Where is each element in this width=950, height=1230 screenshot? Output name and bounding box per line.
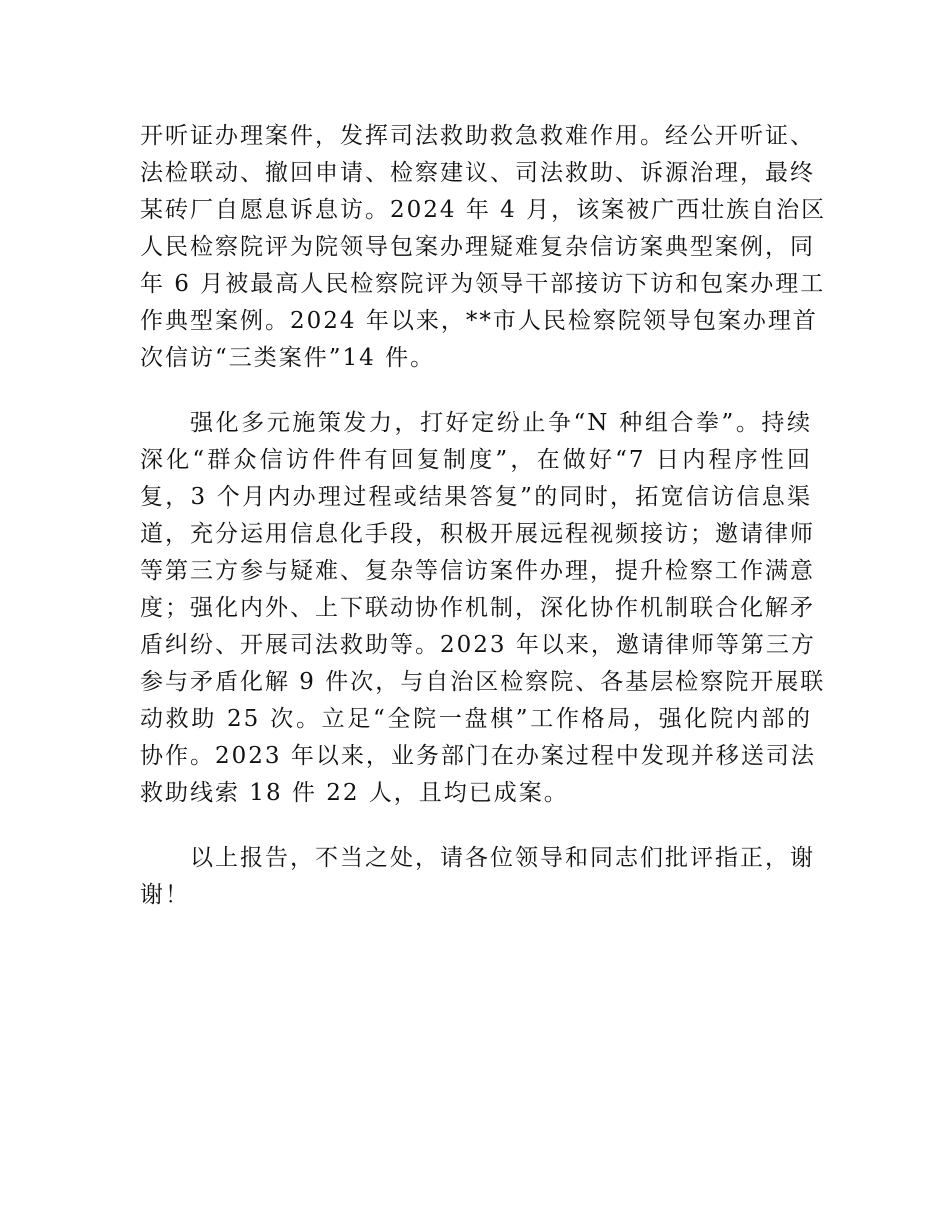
paragraph-multi-measures xyxy=(140,405,826,812)
paragraph-line: 人民检察院评为院领导包案办理疑难复杂信访案典型案例，同 xyxy=(140,234,815,260)
paragraph-spacer xyxy=(140,377,812,405)
paragraph-line: 深化“群众信访件件有回复制度”，在做好“7 日内程序性回 xyxy=(140,447,812,473)
paragraph-line: 以上报告，不当之处，请各位领导和同志们批评指正，谢 xyxy=(190,845,815,871)
paragraph-line: 复，3 个月内办理过程或结果答复”的同时，拓宽信访信息渠 xyxy=(140,484,812,510)
paragraph-line: 次信访“三类案件”14 件。 xyxy=(140,345,436,371)
paragraph-line: 年 6 月被最高人民检察院评为领导干部接访下访和包案办理工 xyxy=(140,271,826,297)
paragraph-line: 作典型案例。2024 年以来，**市人民检察院领导包案办理首 xyxy=(140,308,818,334)
paragraph-line: 谢！ xyxy=(140,882,190,908)
paragraph-line: 某砖厂自愿息诉息访。2024 年 4 月，该案被广西壮族自治区 xyxy=(140,197,827,223)
paragraph-spacer xyxy=(140,812,812,840)
paragraph-line: 盾纠纷、开展司法救助等。2023 年以来，邀请律师等第三方 xyxy=(140,632,816,658)
document-body xyxy=(140,118,827,914)
paragraph-line: 等第三方参与疑难、复杂等信访案件办理，提升检察工作满意 xyxy=(140,558,815,584)
paragraph-line: 开听证办理案件，发挥司法救助救急救难作用。经公开听证、 xyxy=(140,123,815,149)
paragraph-line: 动救助 25 次。立足“全院一盘棋”工作格局，强化院内部的 xyxy=(140,706,812,732)
paragraph-line: 协作。2023 年以来，业务部门在办案过程中发现并移送司法 xyxy=(140,743,816,769)
paragraph-line: 度；强化内外、上下联动协作机制，深化协作机制联合化解矛 xyxy=(140,595,815,621)
paragraph-line: 法检联动、撤回申请、检察建议、司法救助、诉源治理，最终 xyxy=(140,160,815,186)
paragraph-case-result xyxy=(140,118,827,377)
paragraph-line: 道，充分运用信息化手段，积极开展远程视频接访；邀请律师 xyxy=(140,521,815,547)
paragraph-line: 救助线索 18 件 22 人，且均已成案。 xyxy=(140,780,569,806)
paragraph-line: 参与矛盾化解 9 件次，与自治区检察院、各基层检察院开展联 xyxy=(140,669,826,695)
paragraph-line: 强化多元施策发力，打好定纷止争“N 种组合拳”。持续 xyxy=(190,410,812,436)
paragraph-closing xyxy=(140,840,815,914)
